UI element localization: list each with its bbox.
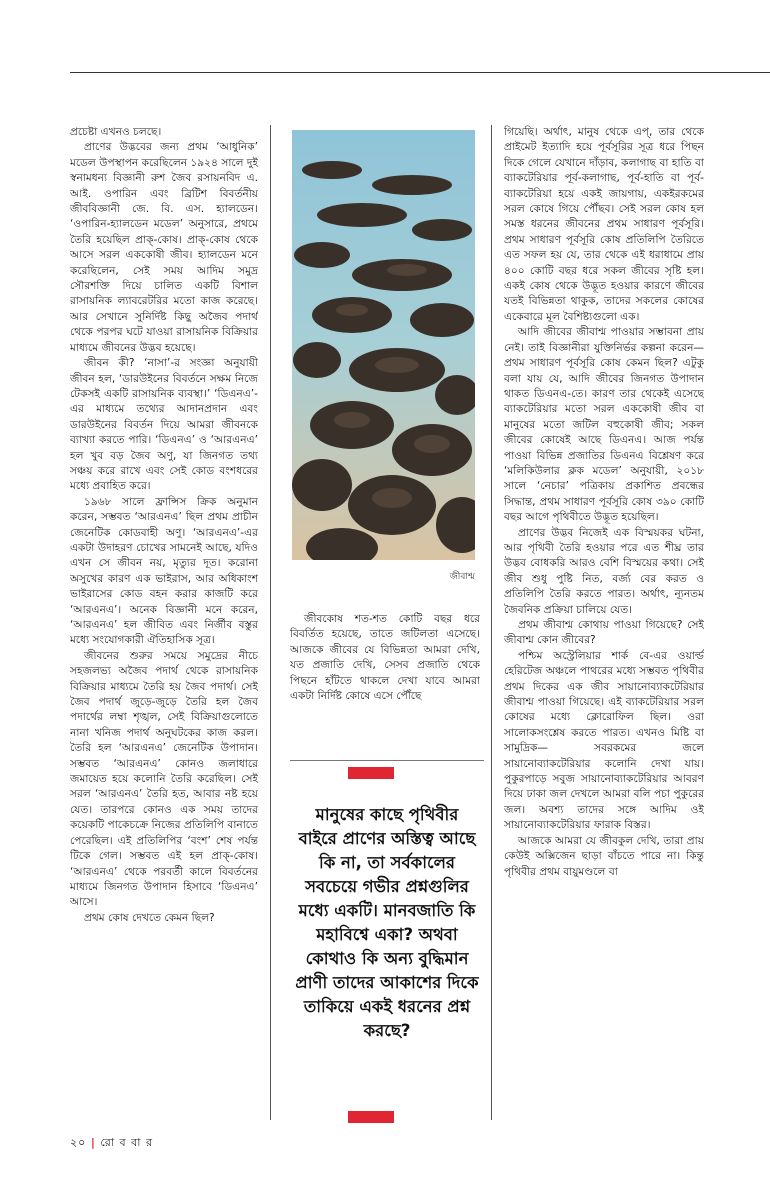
pull-quote-accent-bottom [348, 1111, 394, 1123]
paragraph: প্রচেষ্টা এখনও চলছে। [70, 126, 162, 138]
paragraph: ১৯৬৮ সালে ফ্রান্সিস ক্রিক অনুমান করেন, সম্ভবত ‘আরএনএ’ ছিল প্রথম প্রাচীন জেনেটিক কোডবাহী অণু। ‘আরএনএ’-এর একটা উদাহরণ চোখের সামনেই আছে, যদিও এখন সে জীবন নয়, মৃত্যুর দূত। করোনা অসুখের কারণ এক ভাইরাস, আর অধিকাংশ ভাইরাসের কোড বহন করার কাজটি করে ‘আরএনএ’। অনেক বিজ্ঞানী মনে করেন, ‘আরএনএ’ হল জীবিত এবং নির্জীব বস্তুর মধ্যে সংযোগকারী ঐতিহাসিক সূত্র। [70, 495, 258, 647]
magazine-name: রো ব বা র [100, 1136, 154, 1149]
paragraph: প্রাণের উদ্ভব নিজেই এক বিস্ময়কর ঘটনা, আর পৃথিবী তৈরি হওয়ার পরে এত শীঘ্র তার উদ্ভব বোধকরি আরও বেশি বিস্ময়ের কথা। সেই জীব শুধু পুষ্টি নিত, বর্জ্য বের করত ও প্রতিলিপি তৈরি করতে পারত। অর্থাৎ, ন্যূনতম জৈবনিক প্রক্রিয়া চালিয়ে যেত। [504, 526, 704, 616]
paragraph: গিয়েছি। অর্থাৎ, মানুষ থেকে এপ্, তার থেকে প্রাইমেট ইত্যাদি হয়ে পূর্বসূরির সূত্র ধরে পিছন দিকে গেলে যেখানে দাঁড়াব, কলাগাছ বা হাতি বা ব্যাকটেরিয়ার পূর্ব-কলাগাছ, পূর্ব-হাতি বা পূর্ব-ব্যাকটেরিয়া হয়ে একই জায়গায়, একইরকমের সরল কোষে গিয়ে পৌঁছব। সেই সরল কোষ হল সমস্ত ধরনের জীবনের প্রথম সাধারণ পূর্বসূরি। প্রথম সাধারণ পূর্বসূরি কোষ প্রতিলিপি তৈরিতে এত সফল হয় যে, তার থেকে এই ধরাধামে প্রায় ৪০০ কোটি বছর ধরে সকল জীবের সৃষ্টি হল। একই কোষ থেকে উদ্ভূত হওয়ার কারণে জীবের যতই বিভিন্নতা থাকুক, তাদের সকলের কোষের একেবারে মূল বৈশিষ্ট্যগুলো এক। [504, 126, 704, 323]
pull-quote-accent-top [348, 767, 394, 779]
pull-quote [290, 760, 484, 1131]
paragraph: প্রাণের উদ্ভবের জন্য প্রথম ‘আধুনিক’ মডেল উপস্থাপন করেছিলেন ১৯২৪ সালে দুই স্বনামধন্য বিজ্ঞানী রুশ জৈব রসায়নবিদ এ. আই. ওপারিন এবং ব্রিটিশ বিবর্তনীয় জীববিজ্ঞানী জে. বি. এস. হ্যালডেন। ‘ওপারিন-হ্যালডেন মডেল’ অনুসারে, প্রথমে তৈরি হয়েছিল প্রাক্-কোষ। প্রাক্-কোষ থেকে আসে সরল এককোষী জীব। হ্যালডেন মনে করেছিলেন, সেই সময় আদিম সমুদ্র সৌরশক্তি দিয়ে চালিত একটি বিশাল রাসায়নিক ল্যাবরেটরির মতো কাজ করেছে। আর সেখানে সুনির্দিষ্ট কিছু অজৈব পদার্থ থেকে পরপর ঘটে যাওয়া রাসায়নিক বিক্রিয়ার মাধ্যমে জীবনের উদ্ভব হয়েছে। [70, 141, 258, 354]
column-middle [290, 612, 480, 732]
column-right [504, 125, 704, 1120]
paragraph: জীবনের শুরুর সময়ে সমুদ্রের নীচে সহজলভ্য অজৈব পদার্থ থেকে রাসায়নিক বিক্রিয়ার মাধ্যমে তৈরি হয় জৈব পদার্থ। সেই জৈব পদার্থ জুড়ে-জুড়ে তৈরি হল জৈব পদার্থের লম্বা শৃঙ্খল, সেই বিক্রিয়াগুলোতে নানা খনিজ পদার্থ অনুঘটকের কাজ করল। তৈরি হল ‘আরএনএ’ জেনেটিক উপাদান। সম্ভবত ‘আরএনএ’ কোনও জলাধারে জমায়েত হয়ে কলোনি তৈরি করেছিল। সেই সরল ‘আরএনএ’ তৈরি হত, আবার নষ্ট হয়ে যেত। তারপরে কোনও এক সময় তাদের কয়েকটি পাকেচক্রে নিজের প্রতিলিপি বানাতে পেরেছিল। এই প্রতিলিপির ‘বংশ’ শেষ পর্যন্ত টিকে গেল। সম্ভবত এই হল প্রাক্-কোষ। ‘আরএনএ’ থেকে পরবর্তী কালে বিবর্তনের মাধ্যমে জিনগত উপাদান হিসাবে ‘ডিএনএ’ আসে। [70, 649, 258, 909]
fossil-photo [292, 130, 475, 560]
paragraph: প্রথম কোষ দেখতে কেমন ছিল? [84, 911, 215, 924]
paragraph: জীবকোষ শত-শত কোটি বছর ধরে বিবর্তিত হয়েছে, তাতে জটিলতা এসেছে। আজকে জীবের যে বিভিন্নতা আমরা দেখি, যত প্রজাতি দেখি, সেসব প্রজাতি থেকে পিছনে হাঁটতে থাকলে দেখা যাবে আমরা একটা নির্দিষ্ট কোষে এসে পৌঁছে [290, 613, 480, 703]
paragraph: আদি জীবের জীবাশ্ম পাওয়ার সম্ভাবনা প্রায় নেই। তাই বিজ্ঞানীরা যুক্তিনির্ভর কল্পনা করেন— প্রথম সাধারণ পূর্বসূরি কোষ কেমন ছিল? এটুকু বলা যায় যে, আদি জীবের জিনগত উপাদান থাকত ডিএনএ-তে। কারণ তার থেকেই এসেছে ব্যাকটেরিয়ার মতো সরল এককোষী জীব বা মানুষের মতো জটিল বহুকোষী জীব; সকল জীবের কোষেই আছে ডিএনএ। আজ পর্যন্ত পাওয়া বিভিন্ন প্রজাতির ডিএনএ বিশ্লেষণ করে ‘মলিকিউলার ক্লক মডেল’ অনুযায়ী, ২০১৮ সালে ‘নেচার’ পত্রিকায় প্রকাশিত প্রবন্ধের সিদ্ধান্ত, প্রথম সাধারণ পূর্বসূরি কোষ ৩৯০ কোটি বছর আগে পৃথিবীতে উদ্ভূত হয়েছিল। [504, 326, 704, 524]
footer-separator: | [90, 1136, 96, 1149]
pull-quote-text: মানুষের কাছে পৃথিবীর বাইরে প্রাণের অস্তিত্ব আছে কি না, তা সর্বকালের সবচেয়ে গভীর প্রশ্নগুলির মধ্যে একটি। মানবজাতি কি মহাবিশ্বে একা? অথবা কোথাও কি অন্য বুদ্ধিমান প্রাণী তাদের আকাশের দিকে তাকিয়ে একই ধরনের প্রশ্ন করছে? [295, 805, 479, 1040]
column-divider [270, 125, 271, 1120]
paragraph: পশ্চিম অস্ট্রেলিয়ার শার্ক বে-এর ওয়ার্ল্ড হেরিটেজ অঞ্চলে পাথরের মধ্যে সম্ভবত পৃথিবীর প্রথম দিকের এক জীব সায়ানোব্যাকটেরিয়ার জীবাশ্ম পাওয়া গিয়েছে। এই ব্যাকটেরিয়ার সরল কোষের মধ্যে ক্লোরোফিল ছিল। ওরা সালোকসংশ্লেষ করতে পারত। এখনও মিষ্টি বা সামুদ্রিক— সবরকমের জলে সায়ানোব্যাকটেরিয়ার কলোনি দেখা যায়। পুকুরপাড়ে সবুজ সায়ানোব্যাকটেরিয়ার আবরণ দিয়ে ঢাকা জল দেখলে আমরা বলি পচা পুকুরের জল। অবশ্য তাদের সঙ্গে আদিম ওই সায়ানোব্যাকটেরিয়ার ফারাক বিস্তর। [504, 649, 704, 832]
column-divider [491, 125, 492, 1120]
page-number: ২০ [70, 1136, 87, 1149]
top-rule [70, 72, 770, 73]
stromatolite-image [292, 130, 475, 560]
photo-caption: জীবাশ্ম [449, 572, 475, 582]
page-footer [70, 1134, 153, 1153]
paragraph: জীবন কী? ‘নাসা’-র সংজ্ঞা অনুযায়ী জীবন হল, ‘ডারউইনের বিবর্তনে সক্ষম নিজে টেকসই একটি রাসায়নিক ব্যবস্থা।’ ‘ডিএনএ’-এর মাধ্যমে তথ্যের আদানপ্রদান এবং ডারউইনের বিবর্তন দিয়ে আমরা জীবনকে ব্যাখ্যা করতে পারি। ‘ডিএনএ’ ও ‘আরএনএ’ হল খুব বড় জৈব অণু, যা জিনগত তথ্য সঞ্চয় করে রাখে এবং সেই কোড বংশধরের মধ্যে প্রবাহিত করে। [70, 357, 258, 493]
paragraph: প্রথম জীবাশ্ম কোথায় পাওয়া গিয়েছে? সেই জীবাশ্ম কোন জীবের? [504, 619, 704, 647]
paragraph: আজকে আমরা যে জীবকুল দেখি, তারা প্রায় কেউই অক্সিজেন ছাড়া বাঁচতে পারে না। কিন্তু পৃথিবীর প্রথম বায়ুমণ্ডলে বা [504, 834, 704, 878]
column-left [70, 125, 258, 1120]
